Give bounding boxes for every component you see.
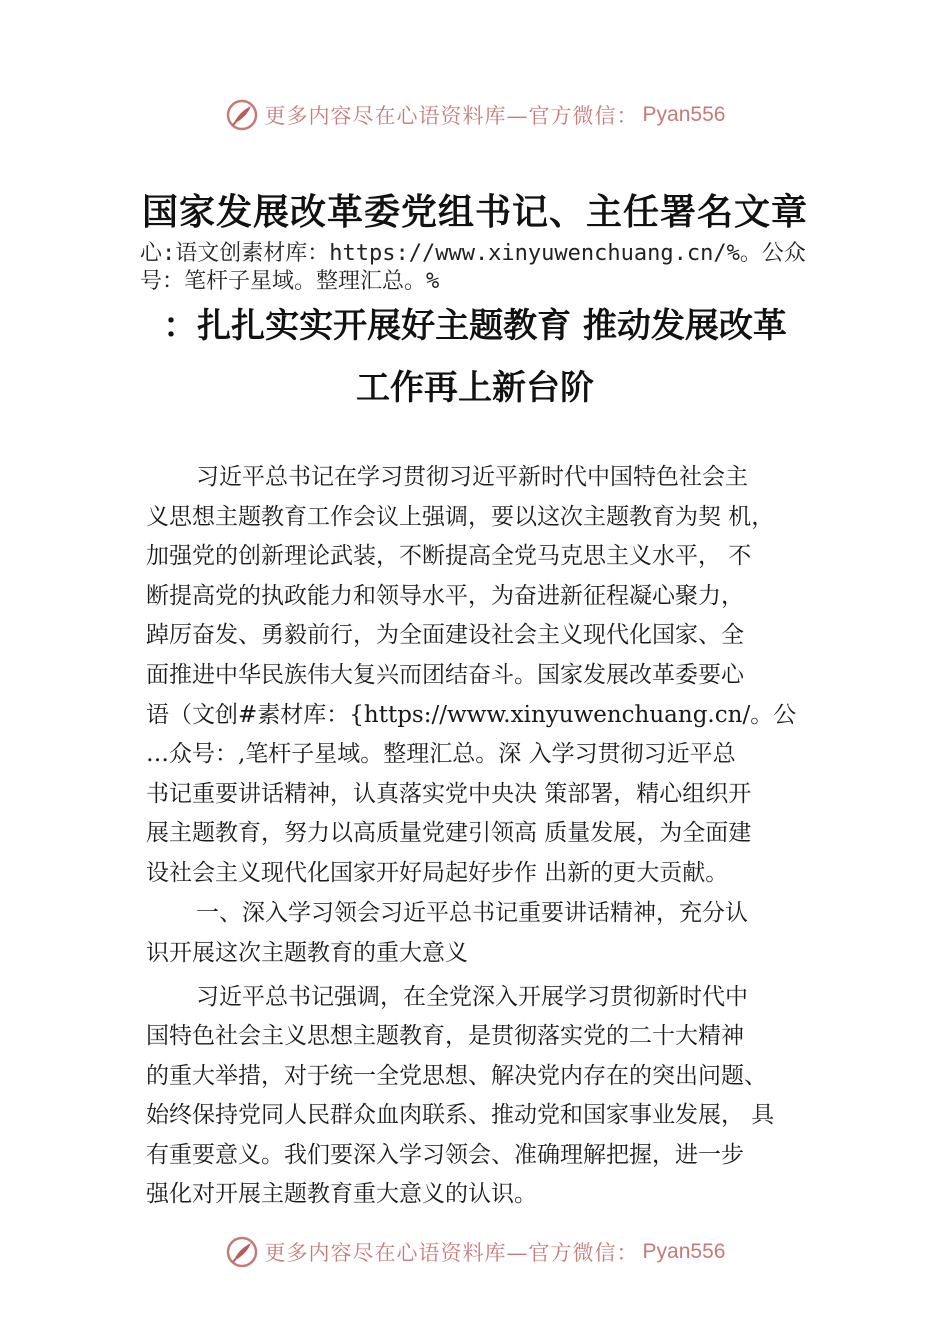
body-line: 踔厉奋发、勇毅前行，为全面建设社会主义现代化国家、全: [146, 622, 744, 648]
header-watermark: [0, 95, 950, 135]
watermark-text: 更多内容尽在心语资料库—官方微信：: [264, 1241, 639, 1265]
watermark-wechat-id: Pyan556: [642, 1240, 726, 1263]
document-title: 国家发展改革委党组书记、主任署名文章: [141, 192, 808, 233]
section-heading-line: 识开展这次主题教育的重大意义: [146, 940, 468, 966]
body-line: 习近平总书记在学习贯彻习近平新时代中国特色社会主: [196, 464, 748, 490]
quill-circle-logo-icon: [225, 1235, 259, 1269]
body-line: 语（文创#素材库：{https://www.xinyuwenchuang.cn/。公: [146, 702, 797, 728]
body-line: 展主题教育，努力以高质量党建引领高 质量发展，为全面建: [146, 820, 752, 846]
section-heading-line: 一、深入学习领会习近平总书记重要讲话精神，充分认: [196, 900, 748, 926]
source-line-1: 心:语文创素材库：https://www.xinyuwenchuang.cn/%。公众: [140, 241, 806, 266]
body-line: 书记重要讲话精神，认真落实党中央决 策部署，精心组织开: [146, 781, 752, 807]
body-line: 断提高党的执政能力和领导水平，为奋进新征程凝心聚力，: [146, 583, 744, 609]
body-line: 的重大举措，对于统一全党思想、解决党内存在的突出问题、: [146, 1063, 767, 1089]
source-line-2: 号：笔杆子星域。整理汇总。%: [140, 269, 440, 294]
body-line: 加强党的创新理论武装，不断提高全党马克思主义水平， 不: [146, 543, 752, 569]
watermark-wechat-id: Pyan556: [642, 103, 726, 126]
watermark-text: 更多内容尽在心语资料库—官方微信：: [264, 104, 639, 128]
body-line: 强化对开展主题教育重大意义的认识。: [146, 1181, 537, 1207]
body-line: 面推进中华民族伟大复兴而团结奋斗。国家发展改革委要心: [146, 662, 744, 688]
subtitle-line-2: 工作再上新台阶: [356, 368, 594, 408]
body-line: 习近平总书记强调，在全党深入开展学习贯彻新时代中: [196, 984, 748, 1010]
body-line: 始终保持党同人民群众血肉联系、推动党和国家事业发展， 具: [146, 1102, 775, 1128]
footer-watermark: [0, 1232, 950, 1272]
body-line: 义思想主题教育工作会议上强调，要以这次主题教育为契 机，: [146, 504, 775, 530]
body-line: 有重要意义。我们要深入学习领会、准确理解把握，进一步: [146, 1142, 744, 1168]
body-line: 设社会主义现代化国家开好局起好步作 出新的更大贡献。: [146, 860, 729, 886]
body-line: …众号：,笔杆子星域。整理汇总。深 入学习贯彻习近平总: [146, 741, 736, 767]
body-line: 国特色社会主义思想主题教育，是贯彻落实党的二十大精神: [146, 1023, 744, 1049]
quill-circle-logo-icon: [225, 98, 259, 132]
subtitle-line-1: ：扎扎实实开展好主题教育 推动发展改革: [163, 306, 787, 346]
